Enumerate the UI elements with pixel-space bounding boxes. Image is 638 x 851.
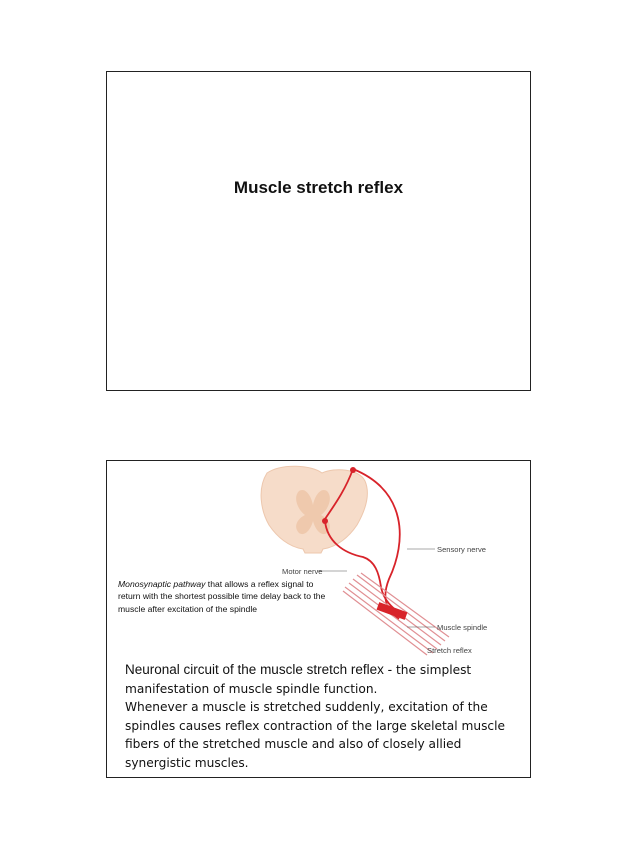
body-lead: Neuronal circuit of the muscle stretch reflex - <box>125 662 393 677</box>
motor-neuron-dot <box>322 518 328 524</box>
stretch-reflex-diagram <box>107 461 530 661</box>
label-sensory-nerve: Sensory nerve <box>437 545 486 554</box>
slide-body <box>125 661 525 773</box>
figure-caption <box>118 578 328 615</box>
slide-title <box>106 71 531 391</box>
label-stretch-reflex: Stretch reflex <box>427 646 472 655</box>
label-motor-nerve: Motor nerve <box>282 567 323 576</box>
caption-emphasis: Monosynaptic pathway <box>118 579 206 589</box>
body-lead-rest: the simplest manifestation of muscle spindle function. <box>125 663 472 696</box>
slide-title-text: Muscle stretch reflex <box>233 178 404 197</box>
sensory-ganglion-dot <box>350 467 356 473</box>
slide-stretch-reflex <box>106 460 531 778</box>
muscle-spindle-shape <box>377 602 408 620</box>
body-first-paragraph <box>125 661 525 698</box>
caption-text: that allows a reflex signal to return with the shortest possible time delay back to the muscle after excitation of the spindle <box>118 579 326 614</box>
label-muscle-spindle: Muscle spindle <box>437 623 488 632</box>
body-second-paragraph: Whenever a muscle is stretched suddenly, excitation of the spindles causes reflex contraction of the large skeletal muscle fibers of the stretched muscle and also of closely allied synergistic muscles. <box>125 700 506 770</box>
